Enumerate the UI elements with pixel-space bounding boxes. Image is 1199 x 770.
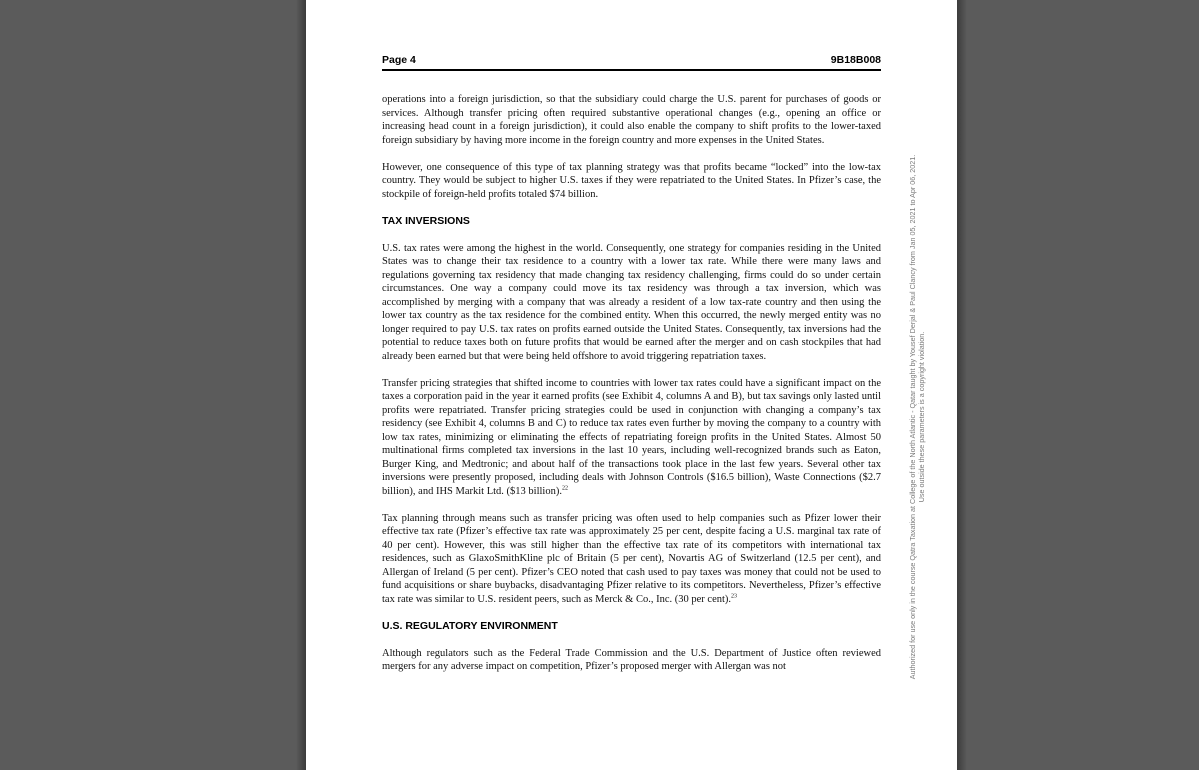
- paragraph-text: Transfer pricing strategies that shifted income to countries with lower tax rates could have a significant impact on the taxes a corporation paid in the year it earned profits (see Exhibit 4, columns A and B), but tax savings only lasted until profits were repatriated. Transfer pricing strategies could be used in conjunction with changing a company’s tax residency (see Exhibit 4, columns B and C) to reduce tax rates even further by moving the company to a country with low tax rates, minimizing or eliminating the effects of repatriating foreign profits in the United States. Almost 50 multinational firms completed tax inversions in the last 10 years, including well-recognized brands such as Eaton, Burger King, and Medtronic; and about half of the transactions took place in the last few years. Several other tax inversions were presently proposed, including deals with Johnson Controls ($16.5 billion), Waste Connections ($2.7 billion), and IHS Markit Ltd. ($13 billion).: [382, 377, 881, 497]
- paragraph-text: Tax planning through means such as transfer pricing was often used to help companies such as Pfizer lower their effective tax rate (Pfizer’s effective tax rate was approximately 25 per cent, despite facing a U.S. marginal tax rate of 40 per cent). However, this was still higher than the effective tax rate of its competitors with international tax residences, such as GlaxoSmithKline plc of Britain (5 per cent), Novartis AG of Switzerland (12.5 per cent), and Allergan of Ireland (5 per cent). Pfizer’s CEO noted that cash used to pay taxes was money that could not be used to fund acquisitions or share buybacks, disadvantaging Pfizer relative to its competitors. Nevertheless, Pfizer’s effective tax rate was similar to U.S. resident peers, such as Merck & Co., Inc. (30 per cent).: [382, 512, 881, 605]
- watermark-text: [908, 100, 926, 735]
- page-shadow-left: [296, 0, 306, 770]
- paragraph-regulators: Although regulators such as the Federal Trade Commission and the U.S. Department of Justice often reviewed mergers for any adverse impact on competition, Pfizer’s proposed merger with Allergan was not: [382, 647, 881, 672]
- watermark-line-2: Use outside these parameters is a copyright violation.: [917, 331, 926, 503]
- page-header: [382, 54, 881, 71]
- paragraph-tax-planning: [382, 512, 881, 607]
- paragraph-transfer-strategies: [382, 377, 881, 499]
- watermark-line-1: Authorized for use only in the course Qatra Taxation at College of the North Atlantic - Qatar taught by Yousef Derjal & Paul Clancy from Jan 05, 2021 to Apr 06, 2021.: [908, 154, 917, 680]
- document-code: 9B18B008: [830, 54, 881, 66]
- footnote-ref[interactable]: 23: [731, 593, 738, 599]
- page-number-label: Page 4: [382, 54, 416, 66]
- page-shadow-right: [957, 0, 967, 770]
- paragraph-locked-profits: However, one consequence of this type of tax planning strategy was that profits became “locked” into the low-tax country. They would be subject to higher U.S. taxes if they were repatriated to the United States. In Pfizer’s case, the stockpile of foreign-held profits totaled $74 billion.: [382, 161, 881, 200]
- section-heading-regulatory: U.S. REGULATORY ENVIRONMENT: [382, 619, 558, 632]
- document-page: [306, 0, 957, 770]
- paragraph-transfer-pricing: operations into a foreign jurisdiction, so that the subsidiary could charge the U.S. parent for purchases of goods or services. Although transfer pricing often required substantive operational changes (e.g., opening an office or increasing head count in a foreign jurisdiction), it could also enable the company to shift profits to the lower-taxed foreign subsidiary by having more income in the foreign country and more expenses in the United States.: [382, 94, 881, 146]
- paragraph-tax-rates: U.S. tax rates were among the highest in the world. Consequently, one strategy for companies residing in the United States was to change their tax residence to a country with a lower tax rate. While there were many laws and regulations governing tax residency that made changing tax residency challenging, firms could do so under certain circumstances. One way a company could move its tax residency was through a tax inversion, which was accomplished by merging with a company that was already a resident of a low tax-rate country and then using the lower tax country as the tax residence for the combined entity. When this occurred, the newly merged entity was no longer required to pay U.S. tax rates on profits earned outside the United States. Consequently, tax inversions had the potential to reduce taxes both on future profits that would be earned after the merger and on cash stockpiles that had already been earned but that were being held offshore to avoid triggering repatriation taxes.: [382, 242, 881, 362]
- page-body: [382, 93, 881, 687]
- footnote-ref[interactable]: 22: [561, 485, 568, 491]
- section-heading-tax-inversions: TAX INVERSIONS: [382, 214, 470, 227]
- copyright-watermark: [897, 100, 937, 735]
